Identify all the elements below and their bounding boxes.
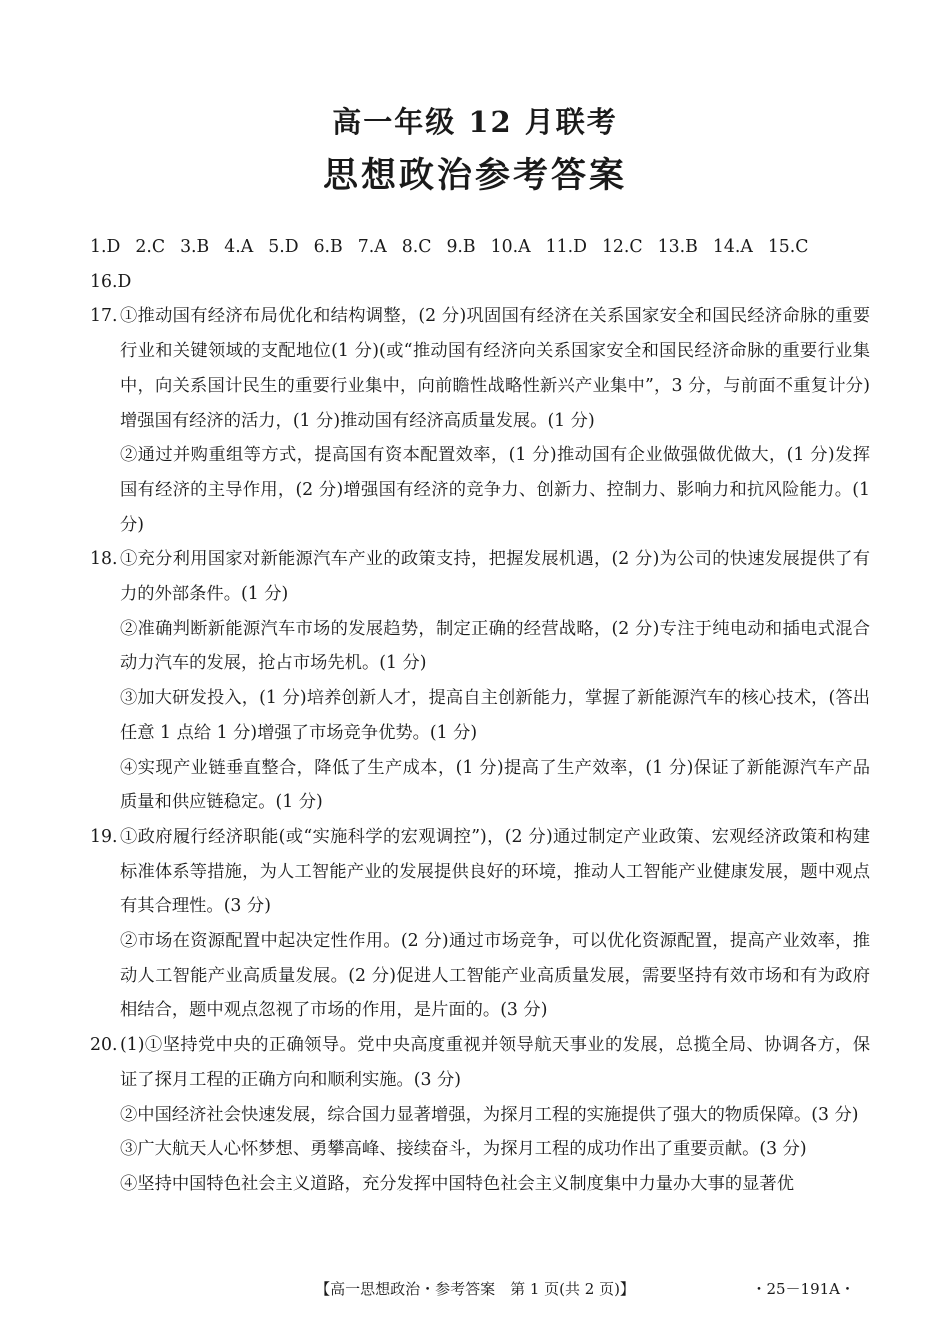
choice-answer: 4.A	[224, 237, 254, 257]
choice-answer: 10.A	[490, 237, 531, 257]
question-number: 18.	[90, 549, 118, 570]
choice-answer: 6.B	[313, 237, 343, 257]
answer-paragraph: ①推动国有经济布局优化和结构调整，(2 分)巩固国有经济在关系国家安全和国民经济命脉的重要行业和关键领域的支配地位(1 分)(或“推动国有经济向关系国家安全和国民经济命脉的重要行业集中，向关系国计民生的重要行业集中，向前瞻性战略性新兴产业集中”，3 分，与前面不重复计分)增强国有经济的活力，(1 分)推动国有经济高质量发展。(1 分)	[120, 306, 870, 431]
question-20	[90, 1028, 870, 1097]
choice-answer: 16.D	[90, 271, 132, 292]
exam-title: 高一年级 12 月联考	[332, 105, 618, 139]
answer-paragraph: ④实现产业链垂直整合，降低了生产成本，(1 分)提高了生产效率，(1 分)保证了新能源汽车产品质量和供应链稳定。(1 分)	[120, 757, 870, 813]
answer-paragraph: ①充分利用国家对新能源汽车产业的政策支持，把握发展机遇，(2 分)为公司的快速发展提供了有力的外部条件。(1 分)	[120, 549, 870, 605]
choice-answers	[90, 230, 870, 299]
choice-answer: 13.B	[657, 237, 698, 257]
choice-answer: 11.D	[545, 237, 587, 257]
answer-paragraph: ④坚持中国特色社会主义道路，充分发挥中国特色社会主义制度集中力量办大事的显著优	[120, 1173, 794, 1194]
question-number: 19.	[90, 826, 118, 847]
answer-paragraph: ①政府履行经济职能(或“实施科学的宏观调控”)，(2 分)通过制定产业政策、宏观经济政策和构建标准体系等措施，为人工智能产业的发展提供良好的环境，推动人工智能产业健康发展，题中观点有其合理性。(3 分)	[120, 826, 870, 917]
answer-paragraph: ②准确判断新能源汽车市场的发展趋势，制定正确的经营战略，(2 分)专注于纯电动和插电式混合动力汽车的发展，抢占市场先机。(1 分)	[120, 618, 870, 674]
footer-page-label: 【高一思想政治・参考答案 第 1 页(共 2 页)】	[315, 1280, 635, 1298]
choice-answer: 8.C	[401, 237, 432, 257]
question-17	[90, 299, 870, 438]
choice-answer: 9.B	[446, 237, 476, 257]
answer-body	[90, 230, 870, 1202]
choice-answer: 14.A	[712, 237, 753, 257]
question-number: 20.	[90, 1035, 118, 1056]
choice-answer: 5.D	[268, 237, 299, 257]
answer-paragraph: ③加大研发投入，(1 分)培养创新人才，提高自主创新能力，掌握了新能源汽车的核心技术，(答出任意 1 点给 1 分)增强了市场竞争优势。(1 分)	[120, 688, 870, 743]
answer-paragraph: ②中国经济社会快速发展，综合国力显著增强，为探月工程的实施提供了强大的物质保障。(3 分)	[120, 1104, 859, 1125]
choice-answer: 12.C	[601, 237, 643, 257]
choice-answer: 7.A	[357, 237, 387, 257]
answer-paragraph: ③广大航天人心怀梦想、勇攀高峰、接续奋斗，为探月工程的成功作出了重要贡献。(3 分)	[120, 1139, 807, 1160]
question-19	[90, 820, 870, 924]
choice-answer: 1.D	[90, 237, 121, 257]
question-18	[90, 542, 870, 611]
question-number: 17.	[90, 306, 118, 327]
answer-paragraph: ②市场在资源配置中起决定性作用。(2 分)通过市场竞争，可以优化资源配置，提高产业效率，推动人工智能产业高质量发展。(2 分)促进人工智能产业高质量发展，需要坚持有效市场和有为政府相结合，题中观点忽视了市场的作用，是片面的。(3 分)	[120, 931, 870, 1021]
choice-answer: 2.C	[135, 237, 166, 257]
choice-answer: 3.B	[180, 237, 210, 257]
answer-key-title: 思想政治参考答案	[322, 155, 627, 196]
answer-paragraph: (1)①坚持党中央的正确领导。党中央高度重视并领导航天事业的发展，总揽全局、协调各方，保证了探月工程的正确方向和顺利实施。(3 分)	[120, 1035, 870, 1090]
answer-paragraph: ②通过并购重组等方式，提高国有资本配置效率，(1 分)推动国有企业做强做优做大，(1 分)发挥国有经济的主导作用，(2 分)增强国有经济的竞争力、创新力、控制力、影响力和抗风险能力。(1 分)	[120, 445, 870, 535]
choice-answer: 15.C	[767, 237, 809, 257]
footer-exam-code: ・25－191A・	[751, 1280, 855, 1298]
